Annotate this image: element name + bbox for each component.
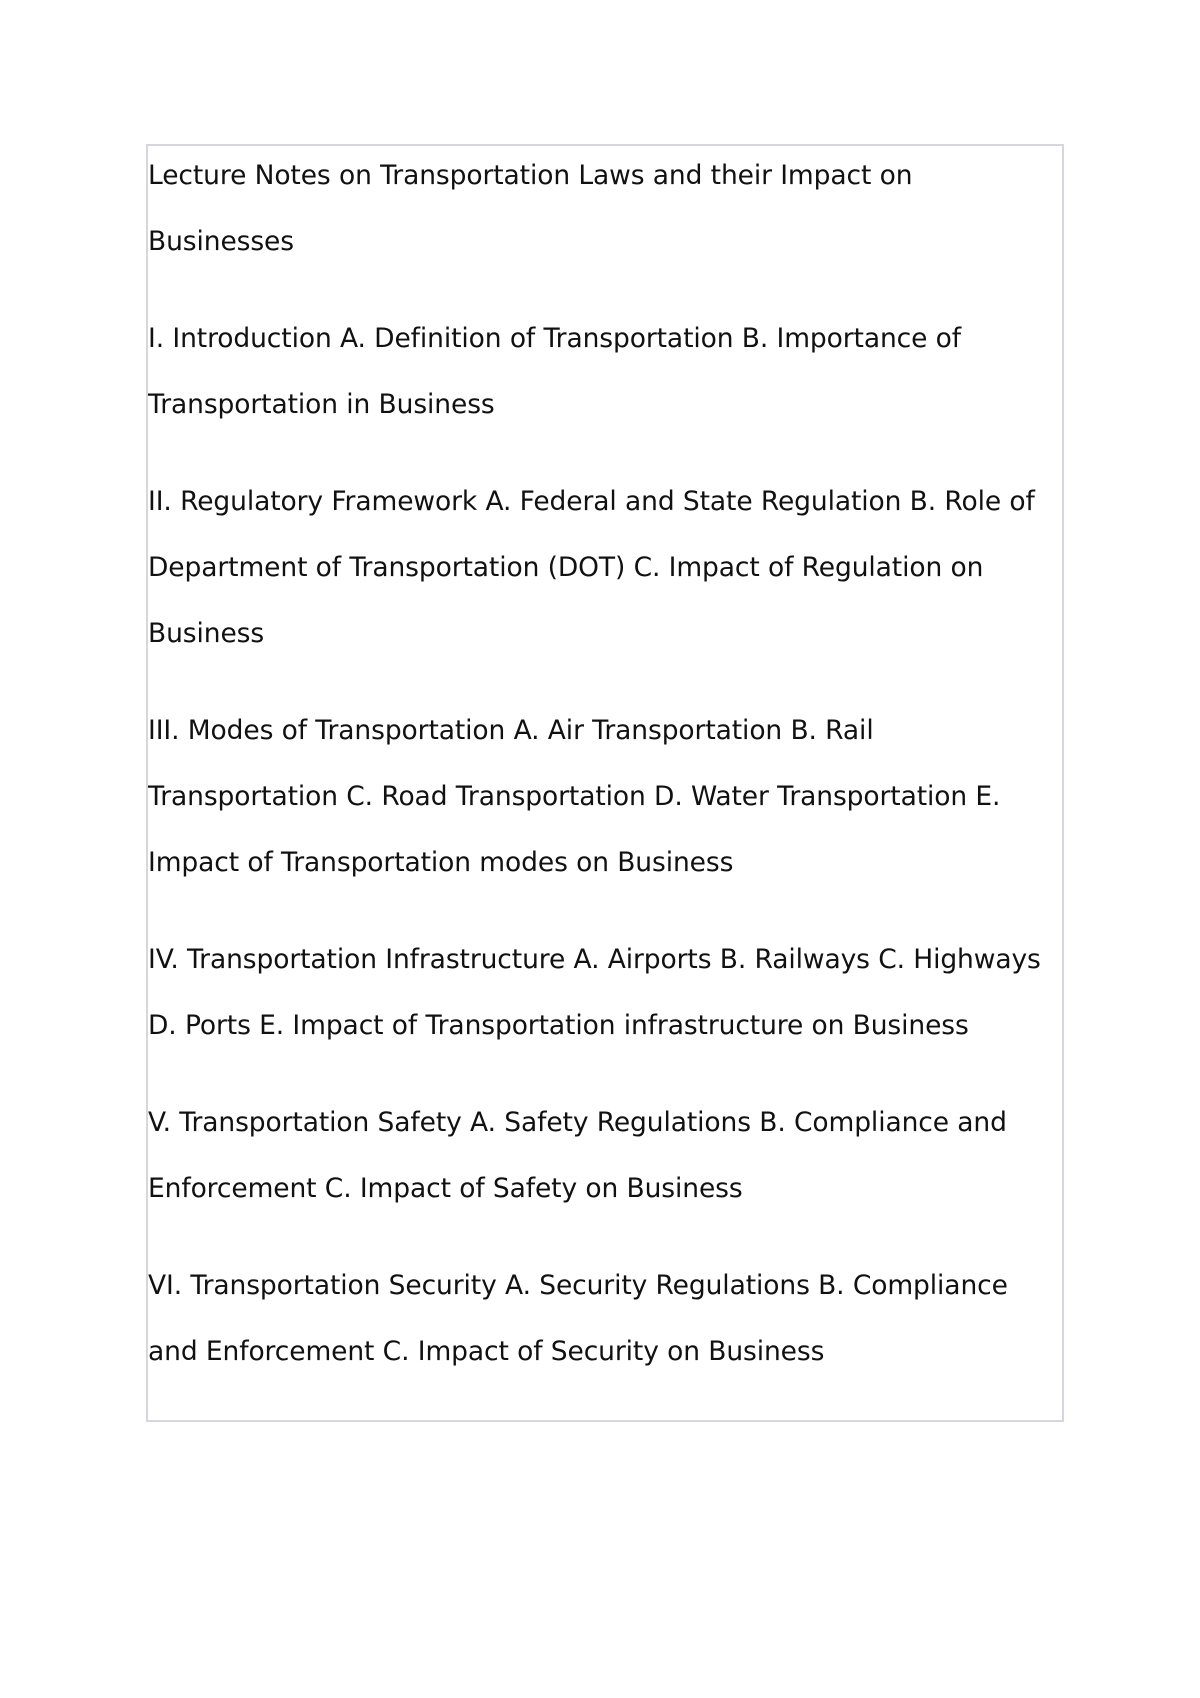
document-title: Lecture Notes on Transportation Laws and their Impact on Businesses [148,160,913,257]
section-transportation-security: VI. Transportation Security A. Security Regulations B. Compliance and Enforcement C. Impact of Security on Business [148,1270,1008,1367]
section-modes-of-transportation: III. Modes of Transportation A. Air Transportation B. Rail Transportation C. Road Transportation D. Water Transportation E. Impact of Transportation modes on Business [148,715,1001,878]
section-transportation-safety: V. Transportation Safety A. Safety Regulations B. Compliance and Enforcement C. Impact of Safety on Business [148,1107,1007,1204]
section-introduction: I. Introduction A. Definition of Transportation B. Importance of Transportation in Business [148,323,962,420]
section-transportation-infrastructure: IV. Transportation Infrastructure A. Airports B. Railways C. Highways D. Ports E. Impact of Transportation infrastructure on Business [148,944,1041,1041]
text-frame [146,144,1064,1422]
section-regulatory-framework: II. Regulatory Framework A. Federal and State Regulation B. Role of Department of Transportation (DOT) C. Impact of Regulation on Business [148,486,1035,649]
